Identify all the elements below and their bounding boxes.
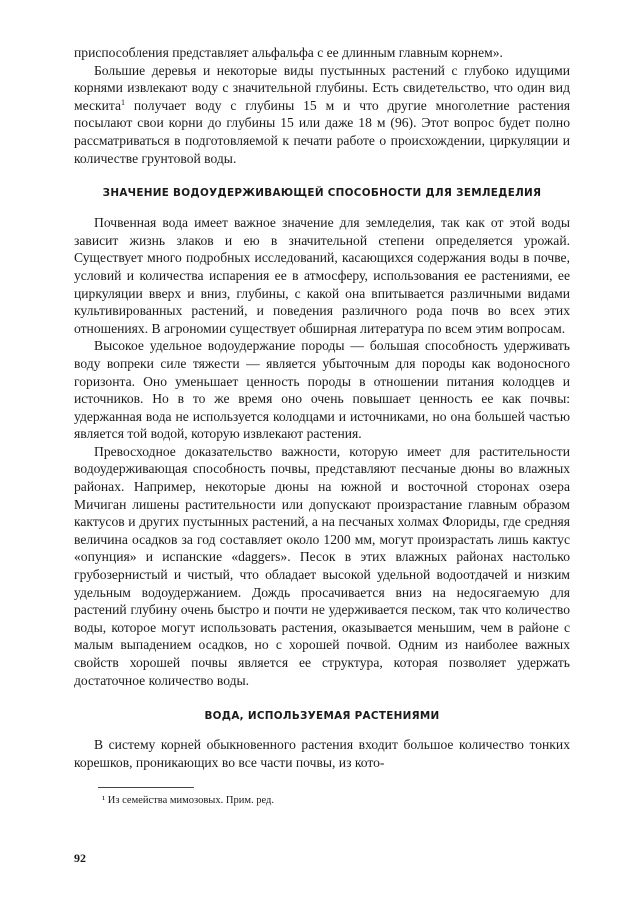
paragraph-continued: приспособления представляет альфальфа с ее длинным главным корнем». [74, 45, 503, 60]
section-heading-water-used-by-plants: ВОДА, ИСПОЛЬЗУЕМАЯ РАСТЕНИЯМИ [204, 710, 440, 723]
footnote-marker: 1 [121, 97, 126, 107]
paragraph-root-system: В систему корней обыкновенного растения входит большое количество тонких корешков, проникающих во все части почвы, из кото- [74, 737, 570, 770]
section-heading-water-retention: ЗНАЧЕНИЕ ВОДОУДЕРЖИВАЮЩЕЙ СПОСОБНОСТИ ДЛЯ ЗЕМЛЕДЕЛИЯ [102, 187, 542, 200]
paragraph-soil-water: Почвенная вода имеет важное значение для земледелия, так как от этой воды зависит жизнь злаков и ею в значительной степени определяется урожай. Существует много подробных исследований, касающихся содержания воды в почве, условий и количества испарения ее в атмосферу, использования ее растениями, ее циркуляции вверх и вниз, глубины, с какой она впитывается различными видами культивированных растений, и поведения различного рода почв во всех этих отношениях. В агрономии существует обширная литература по всем этим вопросам. [74, 215, 570, 336]
footnote: ¹ Из семейства мимозовых. Прим. ред. [102, 795, 274, 807]
page-body [74, 44, 570, 808]
page-number: 92 [74, 851, 86, 865]
paragraph-deep-roots-text-b: получает воду с глубины 15 м и что другие многолетние растения посылают свои корни до глубины 15 или даже 18 м (96). Этот вопрос будет полно рассматриваться в подготовляемой к печати работе о происхождении, циркуляции и количестве грунтовой воды. [74, 97, 570, 166]
paragraph-specific-retention: Высокое удельное водоудержание породы — большая способность удерживать воду вопреки силе тяжести — является убыточным для породы как водоносного горизонта. Оно уменьшает ценность породы в отношении питания колодцев и источников. Но в то же время оно очень повышает ценность ее как почвы: удержанная вода не используется колодцами и источниками, но она большей частью является той водой, которую извлекают растения. [74, 338, 570, 442]
paragraph-deep-roots-text-a: Большие деревья и некоторые виды пустынных растений с глубоко идущими корнями извлекают воду с значительной глубины. Есть свидетельство, что один вид мескита [74, 62, 570, 113]
paragraph-deep-roots [74, 62, 570, 168]
paragraph-sand-dunes: Превосходное доказательство важности, которую имеет для растительности водоудерживающая способность почвы, представляют песчаные дюны во влажных районах. Например, некоторые дюны на южной и восточной сторонах озера Мичиган лишены растительности или допускают произрастание главным образом кактусов и других пустынных растений, а на песчаных холмах Флориды, где средняя величина осадков за год составляет около 1200 мм, могут произрастать лишь кактус «опунция» и испанские «daggers». Песок в этих влажных районах настолько грубозернистый и чистый, что обладает высокой удельной водоотдачей и низким удельным водоудержанием. Дождь просачивается вниз на недосягаемую для растений глубину очень быстро и почти не удерживается песком, так что количество воды, которое могут использовать растения, оказывается меньшим, чем в районе с малым выпадением осадков, но с хорошей почвой. Одним из наиболее важных свойств хорошей почвы является ее структура, которая позволяет удержать достаточное количество воды. [74, 443, 570, 688]
footnote-rule [98, 787, 194, 788]
